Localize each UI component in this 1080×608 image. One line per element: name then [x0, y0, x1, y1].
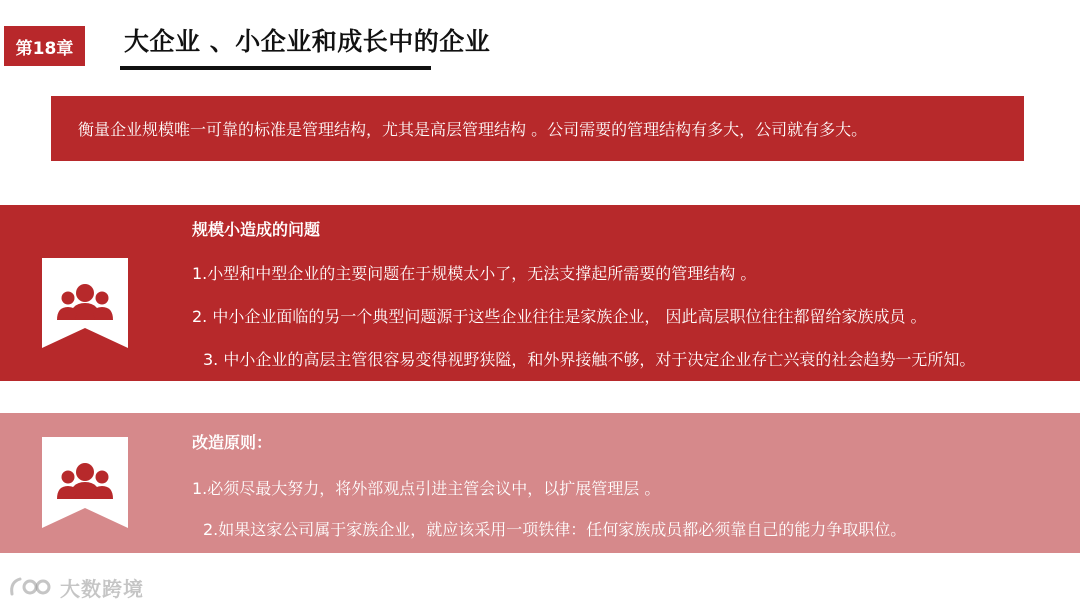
problem-item: 2. 中小企业面临的另一个典型问题源于这些企业往往是家族企业， 因此高层职位往往都留给家族成员 。	[192, 307, 927, 326]
quote-box	[51, 96, 1024, 161]
principle-item: 1.必须尽最大努力，将外部观点引进主管会议中，以扩展管理层 。	[192, 479, 661, 498]
watermark-logo-icon	[8, 574, 54, 600]
principles-section	[0, 413, 1080, 553]
problems-heading: 规模小造成的问题	[192, 220, 321, 239]
watermark	[8, 572, 144, 602]
people-group-icon	[42, 258, 128, 348]
title-underline	[120, 66, 431, 70]
people-group-icon	[42, 437, 128, 528]
watermark-text: 大数跨境	[60, 576, 144, 601]
problems-section	[0, 205, 1080, 381]
chapter-badge: 第18章	[4, 26, 85, 66]
problem-item: 3. 中小企业的高层主管很容易变得视野狭隘，和外界接触不够，对于决定企业存亡兴衰的社会趋势一无所知。	[203, 350, 976, 369]
principle-item: 2.如果这家公司属于家族企业，就应该采用一项铁律：任何家族成员都必须靠自己的能力争取职位。	[203, 520, 907, 539]
page-title: 大企业 、小企业和成长中的企业	[124, 27, 491, 56]
problem-item: 1.小型和中型企业的主要问题在于规模太小了，无法支撑起所需要的管理结构 。	[192, 264, 757, 283]
principles-heading: 改造原则：	[192, 433, 273, 452]
quote-text: 衡量企业规模唯一可靠的标准是管理结构，尤其是高层管理结构 。公司需要的管理结构有多大，公司就有多大。	[78, 120, 868, 139]
